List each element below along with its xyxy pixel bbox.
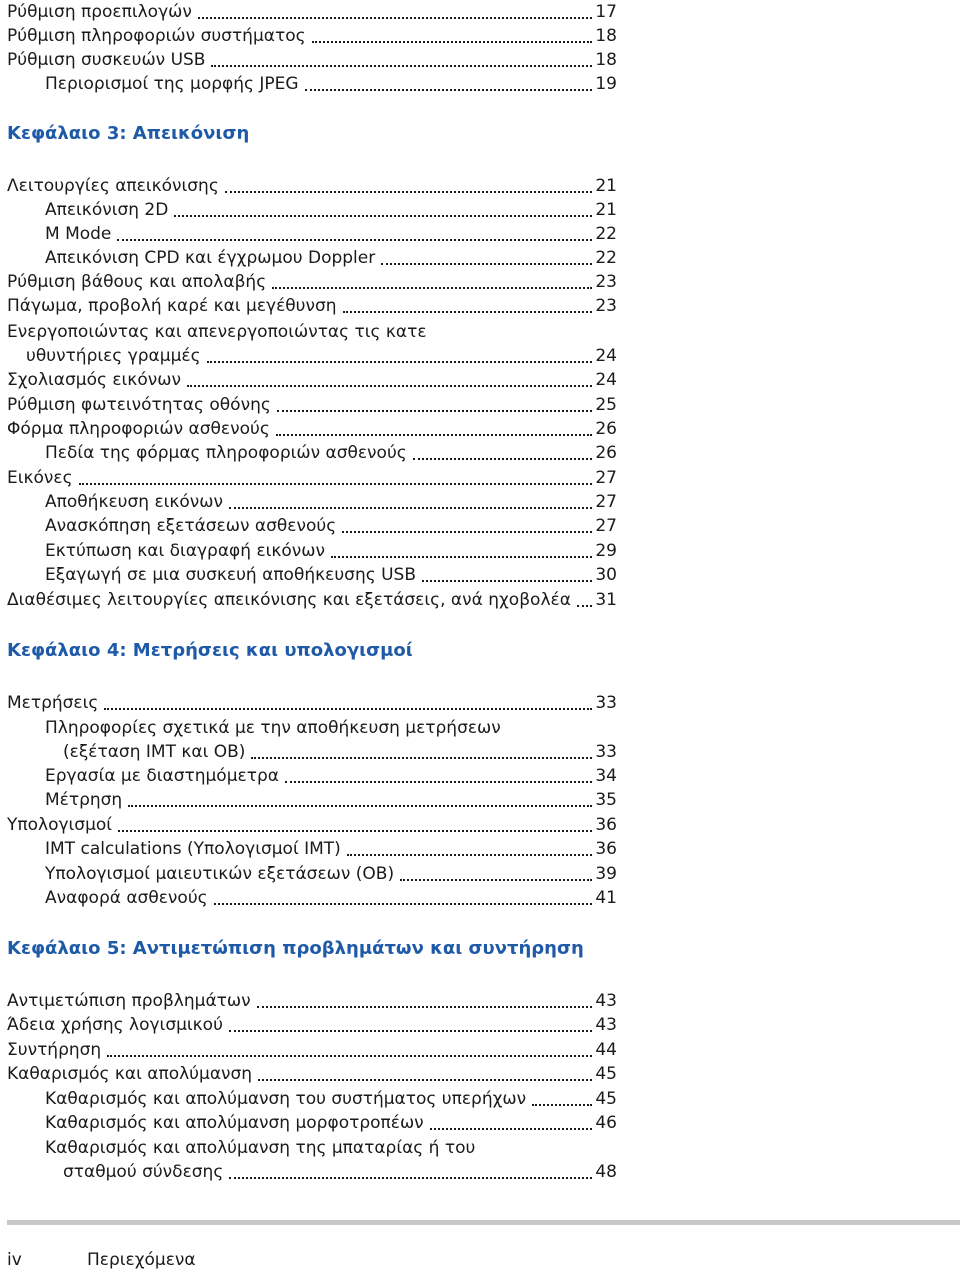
toc-entry[interactable] [0,246,617,270]
toc-entry-page: 45 [595,1089,617,1109]
footer-rule [7,1220,960,1225]
toc-entry-page: 19 [595,74,617,94]
dot-leader [174,215,592,217]
dot-leader [276,434,592,436]
footer-section-title: Περιεχόμενα [87,1250,196,1270]
toc-entry-title: (εξέταση IMT και OB) [63,742,246,762]
toc-entry-page: 25 [595,395,617,415]
dot-leader [251,757,592,759]
toc-entry-page: 41 [595,888,617,908]
dot-leader [532,1104,592,1106]
toc-entry-title: Συντήρηση [7,1040,102,1060]
toc-entry-page: 22 [595,224,617,244]
dot-leader [347,854,592,856]
dot-leader [229,507,592,509]
toc-entry[interactable] [0,989,617,1013]
dot-leader [107,1055,592,1057]
toc-entry-page: 27 [595,492,617,512]
dot-leader [381,263,592,265]
toc-entry-title: Διαθέσιμες λειτουργίες απεικόνισης και εξετάσεις, ανά ηχοβολέα [7,590,571,610]
toc-entry[interactable] [0,270,617,294]
dot-leader [187,385,592,387]
toc-entry-title: Εκτύπωση και διαγραφή εικόνων [45,541,326,561]
toc-entry-title: Καθαρισμός και απολύμανση της μπαταρίας ή του [45,1138,476,1158]
dot-leader [104,708,592,710]
toc-entry[interactable] [0,393,617,417]
dot-leader [128,805,592,807]
toc-entry-page: 17 [595,2,617,22]
toc-entry-title: Αναφορά ασθενούς [45,888,208,908]
toc-entry-title: Πεδία της φόρμας πληροφοριών ασθενούς [45,443,407,463]
toc-entry[interactable] [0,764,617,788]
toc-entry[interactable] [0,198,617,222]
dot-leader [400,879,592,881]
toc-entry[interactable] [0,320,617,344]
toc-entry[interactable] [0,837,617,861]
toc-entry[interactable] [0,886,617,910]
dot-leader [117,239,592,241]
toc-entry-page: 18 [595,50,617,70]
toc-entry-page: 24 [595,346,617,366]
toc-entry-title: Ρύθμιση βάθους και απολαβής [7,272,267,292]
toc-entry-page: 48 [595,1162,617,1182]
toc-entry-title: Αντιμετώπιση προβλημάτων [7,991,251,1011]
toc-entry-title: Εικόνες [7,468,73,488]
toc-entry[interactable] [0,514,617,538]
toc-entry-title: Απεικόνιση 2D [45,200,169,220]
toc-entry[interactable] [0,716,617,740]
toc-entry-title: Καθαρισμός και απολύμανση μορφοτροπέων [45,1113,424,1133]
dot-leader [118,830,592,832]
toc-entry[interactable] [0,222,617,246]
toc-entry-page: 18 [595,26,617,46]
toc-entry-page: 21 [595,200,617,220]
toc-entry[interactable] [0,174,617,198]
toc-entry[interactable] [0,48,617,72]
dot-leader [422,580,592,582]
toc-entry-title: M Mode [45,224,112,244]
toc-entry-page: 36 [595,815,617,835]
toc-entry[interactable] [0,1160,617,1184]
dot-leader [257,1006,592,1008]
toc-entry-page: 44 [595,1040,617,1060]
toc-entry-title: Καθαρισμός και απολύμανση [7,1064,253,1084]
toc-entry-page: 43 [595,1015,617,1035]
dot-leader [229,1030,592,1032]
dot-leader [229,1177,592,1179]
toc-entry-page: 34 [595,766,617,786]
dot-leader [342,531,592,533]
dot-leader [79,483,592,485]
toc-entry-title: Ρύθμιση προεπιλογών [7,2,192,22]
dot-leader [207,361,592,363]
toc-entry-title: Άδεια χρήσης λογισμικού [7,1015,223,1035]
toc-entry[interactable] [0,294,617,318]
toc-entry-title: Ρύθμιση συσκευών USB [7,50,206,70]
toc-entry[interactable] [0,862,617,886]
toc-entry-page: 27 [595,468,617,488]
dot-leader [343,311,592,313]
toc-entry-title: Εξαγωγή σε μια συσκευή αποθήκευσης USB [45,565,417,585]
toc-entry[interactable] [0,788,617,812]
toc-entry-page: 45 [595,1064,617,1084]
toc-entry-page: 33 [595,742,617,762]
dot-leader [198,17,592,19]
dot-leader [312,41,592,43]
dot-leader [258,1079,592,1081]
toc-entry-title: Εργασία με διαστημόμετρα [45,766,279,786]
toc-entry-title: Φόρμα πληροφοριών ασθενούς [7,419,270,439]
dot-leader [211,65,592,67]
toc-entry-page: 39 [595,864,617,884]
toc-entry-page: 36 [595,839,617,859]
toc-entry-title: υθυντήριες γραμμές [26,346,201,366]
footer-page-number: iv [7,1250,22,1270]
dot-leader [577,605,592,607]
toc-entry[interactable] [0,588,617,612]
toc-entry-page: 31 [595,590,617,610]
toc-entry[interactable] [0,24,617,48]
toc-entry[interactable] [0,1013,617,1037]
toc-entry-title: Ρύθμιση πληροφοριών συστήματος [7,26,306,46]
toc-entry-title: Καθαρισμός και απολύμανση του συστήματος υπερήχων [45,1089,527,1109]
toc-entry-title: Ενεργοποιώντας και απενεργοποιώντας τις κατε [7,322,427,342]
toc-entry-title: Περιορισμοί της μορφής JPEG [45,74,299,94]
toc-entry-page: 27 [595,516,617,536]
dot-leader [277,410,592,412]
toc-entry[interactable] [0,1062,617,1086]
dot-leader [285,781,592,783]
toc-entry-title: Απεικόνιση CPD και έγχρωμου Doppler [45,248,376,268]
toc-entry[interactable] [0,691,617,715]
toc-entry-page: 21 [595,176,617,196]
toc-entry[interactable] [0,539,617,563]
dot-leader [413,458,592,460]
toc-entry-title: Σχολιασμός εικόνων [7,370,181,390]
toc-entry-page: 43 [595,991,617,1011]
toc-entry-title: Πάγωμα, προβολή καρέ και μεγέθυνση [7,296,337,316]
toc-entry[interactable] [0,368,617,392]
toc-entry-title: Λειτουργίες απεικόνισης [7,176,219,196]
toc-entry[interactable] [0,1087,617,1111]
toc-entry[interactable] [0,490,617,514]
toc-entry[interactable] [0,72,617,96]
toc-entry[interactable] [0,466,617,490]
dot-leader [214,903,592,905]
toc-entry[interactable] [0,344,617,368]
dot-leader [225,191,592,193]
toc-entry-title: Ρύθμιση φωτεινότητας οθόνης [7,395,271,415]
toc-entry-page: 26 [595,443,617,463]
chapter-heading[interactable]: Κεφάλαιο 4: Μετρήσεις και υπολογισμοί [7,640,413,661]
toc-entry-page: 46 [595,1113,617,1133]
toc-entry-page: 22 [595,248,617,268]
toc-entry-page: 33 [595,693,617,713]
toc-entry[interactable] [0,563,617,587]
toc-entry-page: 26 [595,419,617,439]
dot-leader [430,1128,592,1130]
toc-entry-title: σταθμού σύνδεσης [63,1162,224,1182]
toc-entry[interactable] [0,1136,617,1160]
toc-entry-page: 30 [595,565,617,585]
toc-entry[interactable] [0,441,617,465]
toc-entry-title: Υπολογισμοί [7,815,113,835]
toc-entry[interactable] [0,740,617,764]
toc-entry[interactable] [0,1038,617,1062]
dot-leader [305,89,592,91]
toc-entry-page: 23 [595,272,617,292]
dot-leader [272,287,592,289]
toc-entry[interactable] [0,813,617,837]
toc-entry-title: Πληροφορίες σχετικά με την αποθήκευση μετρήσεων [45,718,501,738]
toc-entry-title: Μέτρηση [45,790,123,810]
toc-entry[interactable] [0,0,617,24]
toc-entry-page: 35 [595,790,617,810]
toc-entry[interactable] [0,1111,617,1135]
toc-entry-page: 29 [595,541,617,561]
chapter-heading[interactable]: Κεφάλαιο 3: Απεικόνιση [7,123,250,144]
toc-entry-title: IMT calculations (Υπολογισμοί IMT) [45,839,341,859]
dot-leader [331,556,592,558]
toc-entry-title: Υπολογισμοί μαιευτικών εξετάσεων (OB) [45,864,395,884]
toc-entry-title: Μετρήσεις [7,693,99,713]
toc-entry-page: 23 [595,296,617,316]
toc-entry-title: Ανασκόπηση εξετάσεων ασθενούς [45,516,337,536]
chapter-heading[interactable]: Κεφάλαιο 5: Αντιμετώπιση προβλημάτων και συντήρηση [7,938,584,959]
toc-entry[interactable] [0,417,617,441]
toc-entry-title: Αποθήκευση εικόνων [45,492,224,512]
toc-entry-page: 24 [595,370,617,390]
